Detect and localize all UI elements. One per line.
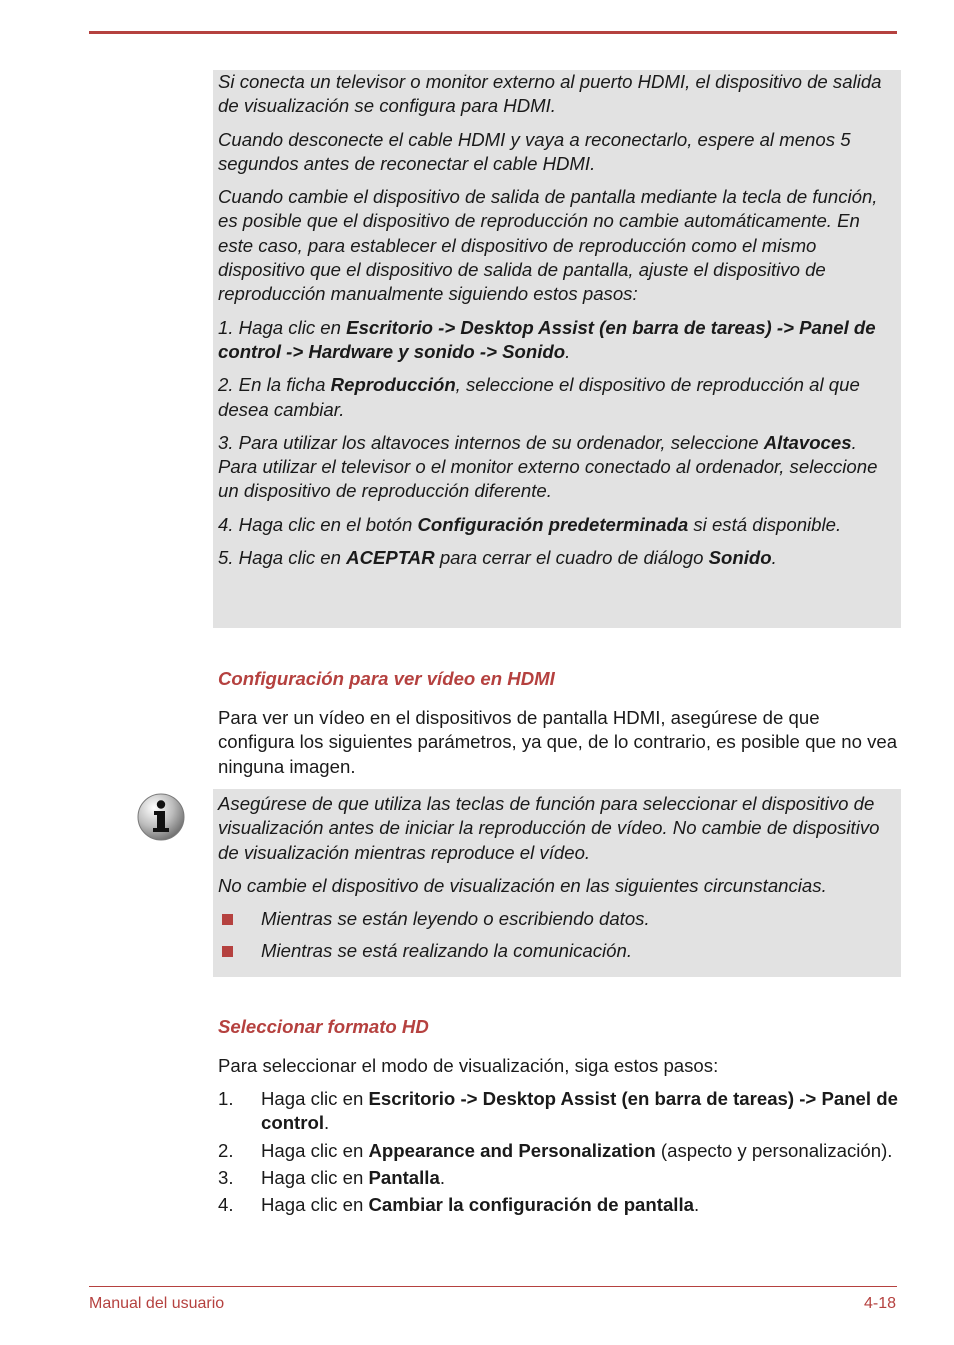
list-item: Mientras se está realizando la comunicación. xyxy=(218,939,895,963)
footer-title: Manual del usuario xyxy=(89,1295,225,1312)
list-item: Mientras se están leyendo o escribiendo datos. xyxy=(218,907,895,931)
step-list xyxy=(218,1087,898,1220)
info-icon xyxy=(136,792,186,842)
note-paragraph: Cuando cambie el dispositivo de salida de pantalla mediante la tecla de función, es posible que el dispositivo de reproducción no cambie automáticamente. En este caso, para establecer el dispositivo de reproducción como el mismo dispositivo que el dispositivo de salida de pantalla, ajuste el dispositivo de reproducción manualmente siguiendo estos pasos: xyxy=(218,186,878,305)
header-rule xyxy=(89,31,897,34)
note-step-2: 2. En la ficha Reproducción, seleccione el dispositivo de reproducción al que desea cambiar. xyxy=(218,374,860,420)
step-item: 3. Haga clic en Pantalla. xyxy=(218,1166,445,1188)
note-box-hdmi xyxy=(213,70,901,628)
note-step-5: 5. Haga clic en ACEPTAR para cerrar el cuadro de diálogo Sonido. xyxy=(218,547,777,569)
step-item: 1. Haga clic en Escritorio -> Desktop Assist (en barra de tareas) -> Panel de control. xyxy=(218,1088,898,1134)
section-intro: Para seleccionar el modo de visualización, siga estos pasos: xyxy=(218,1055,719,1076)
note-step-4: 4. Haga clic en el botón Configuración predeterminada si está disponible. xyxy=(218,513,842,535)
section-heading-hd-format: Seleccionar formato HD xyxy=(218,1016,429,1037)
step-item: 2. Haga clic en Appearance and Personalization (aspecto y personalización). xyxy=(218,1139,893,1161)
section-heading-hdmi-video: Configuración para ver vídeo en HDMI xyxy=(218,668,555,689)
note-step-3: 3. Para utilizar los altavoces internos de su ordenador, seleccione Altavoces. Para utilizar el televisor o el monitor externo conectado al ordenador, seleccione un dispositivo de reproducción diferente. xyxy=(218,431,878,502)
note-paragraph: Asegúrese de que utiliza las teclas de función para seleccionar el dispositivo de visualización antes de iniciar la reproducción de vídeo. No cambie de dispositivo de visualización mientras reproduce el vídeo. xyxy=(218,793,880,863)
bullet-square-icon xyxy=(222,914,233,925)
note-paragraph: Si conecta un televisor o monitor externo al puerto HDMI, el dispositivo de salida de visualización se configura para HDMI. xyxy=(218,71,882,117)
step-item: 4. Haga clic en Cambiar la configuración de pantalla. xyxy=(218,1194,700,1216)
footer-rule xyxy=(89,1286,897,1287)
note-paragraph: Cuando desconecte el cable HDMI y vaya a reconectarlo, espere al menos 5 segundos antes de reconectar el cable HDMI. xyxy=(218,128,851,174)
bullet-square-icon xyxy=(222,946,233,957)
note-box-video xyxy=(213,789,901,977)
section-intro: Para ver un vídeo en el dispositivos de pantalla HDMI, asegúrese de que configura los siguientes parámetros, ya que, de lo contrario, es posible que no vea ninguna imagen. xyxy=(218,707,898,777)
page-number: 4-18 xyxy=(863,1295,896,1312)
note-bullet-list xyxy=(218,907,895,964)
note-step-1: 1. Haga clic en Escritorio -> Desktop Assist (en barra de tareas) -> Panel de control -> Hardware y sonido -> Sonido. xyxy=(218,316,876,362)
note-paragraph: No cambie el dispositivo de visualización en las siguientes circunstancias. xyxy=(218,874,827,896)
